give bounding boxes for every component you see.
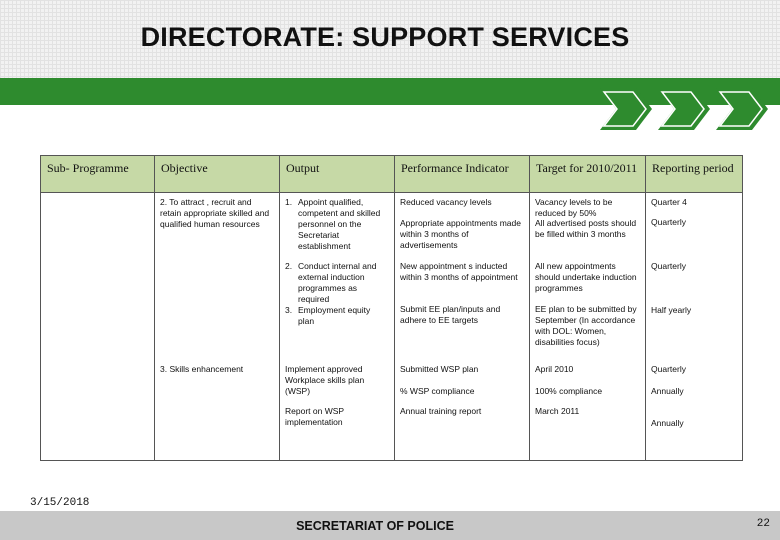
period-text: Half yearly [651, 305, 692, 315]
slide-title: DIRECTORATE: SUPPORT SERVICES [140, 22, 630, 52]
period-text: Quarter 4 [651, 197, 687, 207]
target-cell [530, 193, 646, 461]
indicator-text: Submit EE plan/inputs and adhere to EE targets [400, 304, 501, 325]
indicator-text: Appropriate appointments made within 3 months of advertisements [400, 218, 521, 250]
list-number: 1. [285, 197, 293, 207]
indicator-text: Annual training report [400, 406, 482, 416]
indicator-text: % WSP compliance [400, 386, 475, 396]
programme-table [40, 155, 743, 461]
period-text: Quarterly [651, 261, 686, 271]
target-text: March 2011 [535, 406, 580, 416]
target-text: EE plan to be submitted by September (In accordance with DOL: Women, disabilities focus) [535, 304, 637, 347]
slide-date: 3/15/2018 [30, 497, 90, 509]
output-text: Appoint qualified, competent and skilled personnel on the Secretariat establishment [298, 197, 381, 251]
period-text: Quarterly [651, 217, 686, 227]
table-header-row [41, 156, 743, 193]
indicator-text: New appointment s inducted within 3 months of appointment [400, 261, 518, 282]
header-reporting-period: Reporting period [646, 156, 743, 193]
header-performance-indicator: Performance Indicator [395, 156, 530, 193]
output-cell [280, 193, 395, 461]
period-cell [646, 193, 743, 461]
sub-programme-cell [41, 193, 155, 461]
footer-title: SECRETARIAT OF POLICE [296, 519, 454, 533]
output-text: Report on WSP implementation [285, 406, 344, 427]
chevron-arrows-icon [600, 88, 780, 130]
list-number: 2. [285, 261, 293, 271]
period-text: Quarterly [651, 364, 686, 374]
header-sub-programme: Sub- Programme [41, 156, 155, 193]
objective-text: 3. Skills enhancement [160, 364, 244, 374]
objective-text: 2. To attract , recruit and retain appropriate skilled and qualified human resources [160, 197, 270, 229]
target-text: 100% compliance [535, 386, 603, 396]
target-text: Vacancy levels to be reduced by 50% [535, 197, 613, 218]
output-text: Employment equity plan [298, 305, 371, 326]
header-objective: Objective [155, 156, 280, 193]
indicator-text: Submitted WSP plan [400, 364, 479, 374]
target-text: All advertised posts should be filled within 3 months [535, 218, 637, 239]
output-text: Conduct internal and external induction programmes as required [298, 261, 377, 304]
list-number: 3. [285, 305, 293, 315]
output-text: Implement approved Workplace skills plan (WSP) [285, 364, 365, 396]
indicator-text: Reduced vacancy levels [400, 197, 492, 207]
objective-cell [155, 193, 280, 461]
period-text: Annually [651, 386, 684, 396]
table-body-row [41, 193, 743, 461]
page-number: 22 [756, 518, 770, 530]
target-text: April 2010 [535, 364, 574, 374]
target-text: All new appointments should undertake induction programmes [535, 261, 637, 293]
indicator-cell [395, 193, 530, 461]
period-text: Annually [651, 418, 684, 428]
header-target: Target for 2010/2011 [530, 156, 646, 193]
header-output: Output [280, 156, 395, 193]
